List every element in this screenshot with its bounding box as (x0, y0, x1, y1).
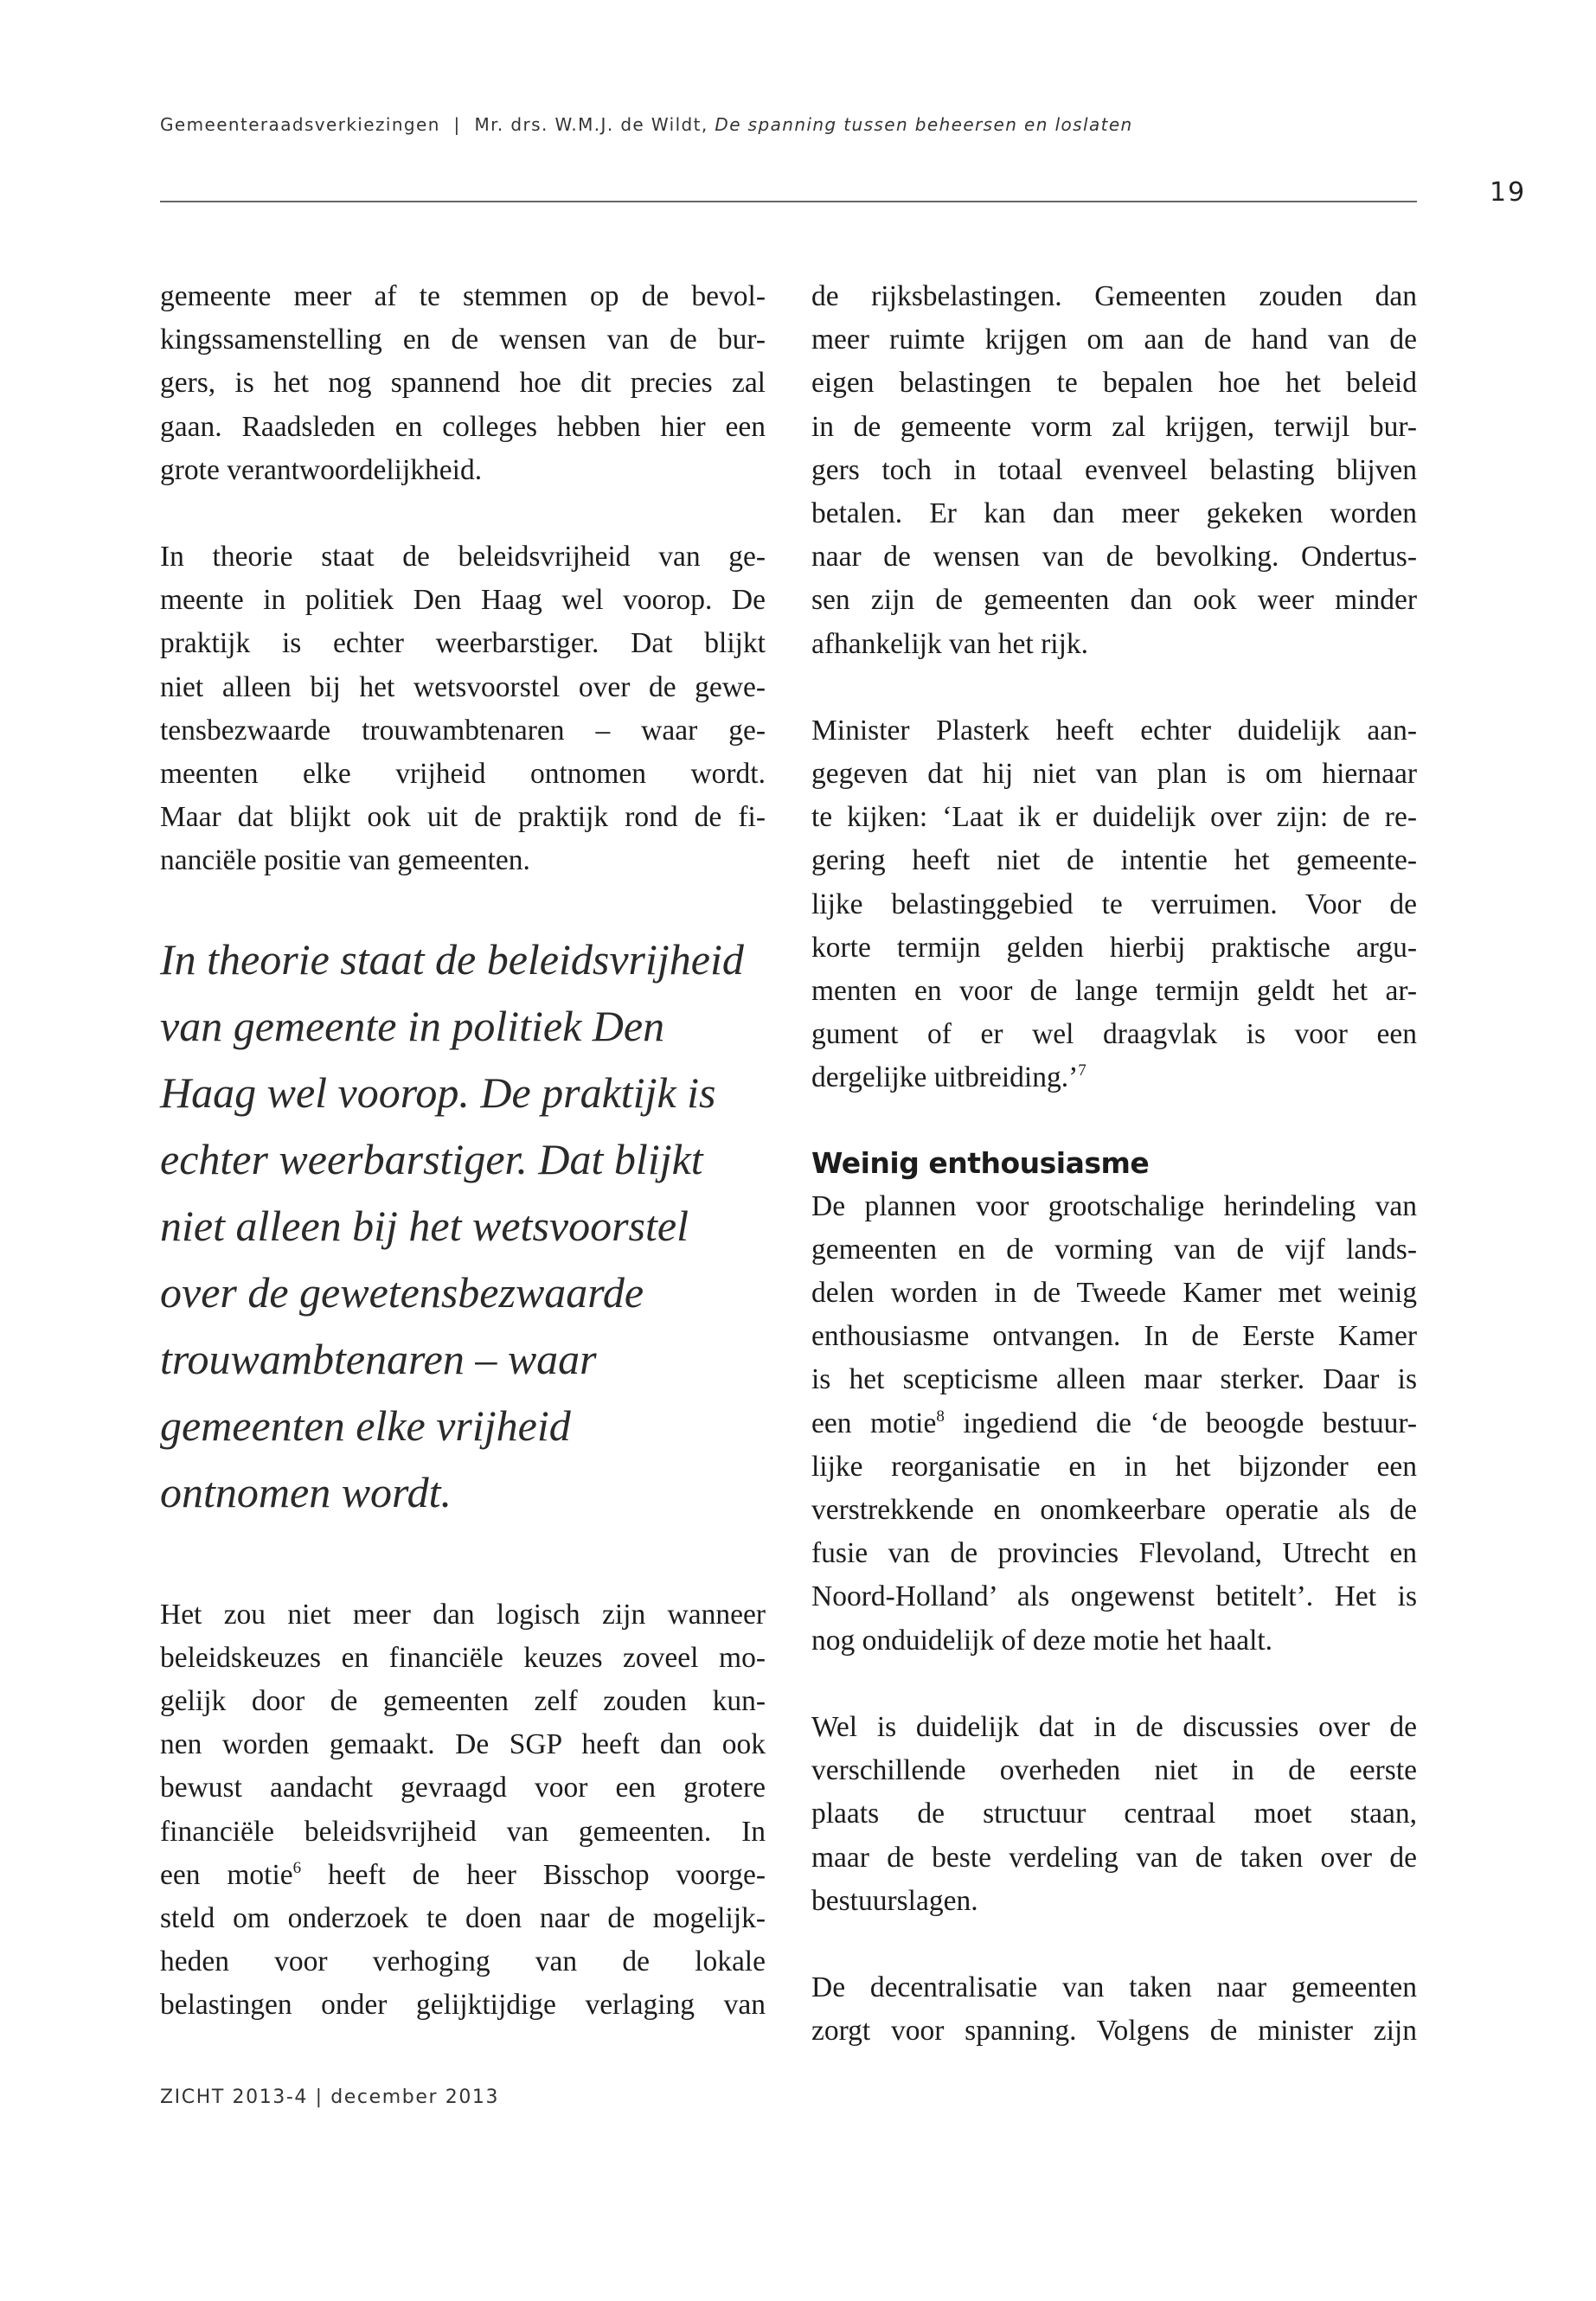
text-line: gelijk door de gemeenten zelf zouden kun- (160, 1685, 766, 1718)
text-line: bestuurslagen. (811, 1884, 978, 1917)
text-line: maar de beste verdeling van de taken over de (811, 1841, 1417, 1874)
text-line: naar de wensen van de bevolking. Ondertus- (811, 541, 1417, 574)
pull-quote-line: trouwambtenaren – waar (160, 1334, 597, 1383)
text-line-with-footnote (811, 1402, 1417, 1445)
paragraph (160, 275, 766, 492)
paragraph (811, 1185, 1417, 1663)
text-line: Wel is duidelijk dat in de discussies over de (811, 1710, 1417, 1743)
text-fragment: heeft de heer Bisschop voorge- (301, 1858, 766, 1891)
text-line: Maar dat blijkt ook uit de praktijk rond de fi- (160, 801, 766, 834)
text-line: De decentralisatie van taken naar gemeenten (811, 1971, 1417, 2003)
text-line: kingssamenstelling en de wensen van de bur- (160, 324, 766, 356)
text-line: delen worden in de Tweede Kamer met weinig (811, 1277, 1417, 1310)
page-footer: ZICHT 2013-4 | december 2013 (160, 2086, 500, 2108)
text-line: meenten elke vrijheid ontnomen wordt. (160, 758, 766, 791)
text-line: belastingen onder gelijktijdige verlaging van (160, 1989, 766, 2022)
text-line: de rijksbelastingen. Gemeenten zouden dan (811, 280, 1417, 312)
text-line: nog onduidelijk of deze motie het haalt. (811, 1624, 1273, 1657)
text-line: menten en voor de lange termijn geldt het ar- (811, 975, 1417, 1008)
text-line: korte termijn gelden hierbij praktische argu- (811, 931, 1417, 964)
text-line: zorgt voor spanning. Volgens de minister zijn (811, 2015, 1417, 2048)
text-line: steld om onderzoek te doen naar de mogelijk- (160, 1902, 766, 1935)
text-line: gaan. Raadsleden en colleges hebben hier een (160, 410, 766, 443)
text-line: is het scepticisme alleen maar sterker. Daar is (811, 1363, 1417, 1396)
text-line: tensbezwaarde trouwambtenaren – waar ge- (160, 714, 766, 747)
text-line: Het zou niet meer dan logisch zijn wanneer (160, 1598, 766, 1631)
text-line: te kijken: ‘Laat ik er duidelijk over zijn: de re- (811, 801, 1417, 834)
section-heading: Weinig enthousiasme (811, 1145, 1150, 1180)
pull-quote-line: over de gewetensbezwaarde (160, 1267, 644, 1317)
pull-quote-line: echter weerbarstiger. Dat blijkt (160, 1134, 703, 1183)
text-line: gers, is het nog spannend hoe dit precies zal (160, 367, 766, 400)
text-line: heden voor verhoging van de lokale (160, 1945, 766, 1978)
text-line: financiële beleidsvrijheid van gemeenten. In (160, 1815, 766, 1848)
paragraph (160, 1593, 766, 2028)
paragraph (811, 709, 1417, 1100)
header-author: Mr. drs. W.M.J. de Wildt, (474, 114, 708, 135)
text-line: fusie van de provincies Flevoland, Utrecht en (811, 1537, 1417, 1570)
text-line: praktijk is echter weerbarstiger. Dat blijkt (160, 627, 766, 660)
pull-quote-line: gemeenten elke vrijheid (160, 1400, 571, 1450)
text-fragment: een motie (811, 1407, 937, 1439)
footnote-marker-7[interactable]: 7 (1078, 1061, 1086, 1080)
text-line-with-footnote (160, 1854, 766, 1897)
text-line: eigen belastingen te bepalen hoe het beleid (811, 367, 1417, 400)
text-fragment: dergelijke uitbreiding.’ (811, 1061, 1079, 1094)
text-line: afhankelijk van het rijk. (811, 627, 1089, 660)
page-number: 19 (1490, 177, 1527, 208)
pull-quote-line: van gemeente in politiek Den (160, 1001, 665, 1050)
header-section: Gemeenteraadsverkiezingen (160, 114, 440, 135)
text-line: lijke belastinggebied te verruimen. Voor de (811, 888, 1417, 920)
text-line: in de gemeente vorm zal krijgen, terwijl bur- (811, 410, 1417, 443)
text-line: grote verantwoordelijkheid. (160, 453, 483, 486)
text-line: nanciële positie van gemeenten. (160, 844, 530, 877)
text-line: gemeenten en de vorming van de vijf lands- (811, 1233, 1417, 1266)
header-article-title: De spanning tussen beheersen en loslaten (715, 114, 1133, 135)
running-header (160, 114, 1133, 135)
footnote-marker-8[interactable]: 8 (936, 1407, 945, 1426)
left-column (160, 275, 766, 2071)
text-fragment: ingediend die ‘de beoogde bestuur- (944, 1407, 1417, 1439)
text-line: plaats de structuur centraal moet staan, (811, 1798, 1417, 1830)
text-line: De plannen voor grootschalige herindeling van (811, 1189, 1417, 1222)
text-line: meer ruimte krijgen om aan de hand van de (811, 324, 1417, 356)
text-line: gering heeft niet de intentie het gemeente- (811, 844, 1417, 877)
text-line: enthousiasme ontvangen. In de Eerste Kamer (811, 1320, 1417, 1353)
text-line: gument of er wel draagvlak is voor een (811, 1018, 1417, 1051)
paragraph (811, 275, 1417, 666)
pull-quote-line: ontnomen wordt. (160, 1467, 452, 1516)
header-separator: | (453, 114, 461, 135)
text-line: gemeente meer af te stemmen op de bevol- (160, 280, 766, 312)
text-line: sen zijn de gemeenten dan ook weer minder (811, 584, 1417, 617)
paragraph (160, 535, 766, 883)
text-line-with-footnote (811, 1056, 1417, 1099)
text-line: betalen. Er kan dan meer gekeken worden (811, 497, 1417, 530)
pull-quote-line: niet alleen bij het wetsvoorstel (160, 1201, 689, 1250)
text-line: verschillende overheden niet in de eerste (811, 1754, 1417, 1787)
text-line: beleidskeuzes en financiële keuzes zoveel mo- (160, 1641, 766, 1674)
pull-quote (160, 926, 766, 1526)
text-fragment: een motie (160, 1858, 293, 1891)
text-line: In theorie staat de beleidsvrijheid van ge- (160, 541, 766, 574)
text-line: Noord-Holland’ als ongewenst betitelt’. Het is (811, 1580, 1417, 1613)
paragraph (811, 1966, 1417, 2053)
text-line: niet alleen bij het wetsvoorstel over de gewe- (160, 670, 766, 703)
text-line: meente in politiek Den Haag wel voorop. De (160, 584, 766, 617)
paragraph (811, 1706, 1417, 1923)
right-column (811, 275, 1417, 2096)
pull-quote-line: Haag wel voorop. De praktijk is (160, 1067, 716, 1117)
text-line: verstrekkende en onomkeerbare operatie als de (811, 1494, 1417, 1527)
footnote-marker-6[interactable]: 6 (292, 1858, 302, 1877)
header-rule (160, 201, 1417, 202)
text-line: bewust aandacht gevraagd voor een grotere (160, 1772, 766, 1804)
text-line: Minister Plasterk heeft echter duidelijk aan- (811, 714, 1417, 747)
text-line: lijke reorganisatie en in het bijzonder een (811, 1450, 1417, 1483)
text-line: gegeven dat hij niet van plan is om hiernaar (811, 758, 1417, 791)
text-line: gers toch in totaal evenveel belasting blijven (811, 453, 1417, 486)
text-line: nen worden gemaakt. De SGP heeft dan ook (160, 1728, 766, 1761)
pull-quote-line: In theorie staat de beleidsvrijheid (160, 934, 744, 984)
